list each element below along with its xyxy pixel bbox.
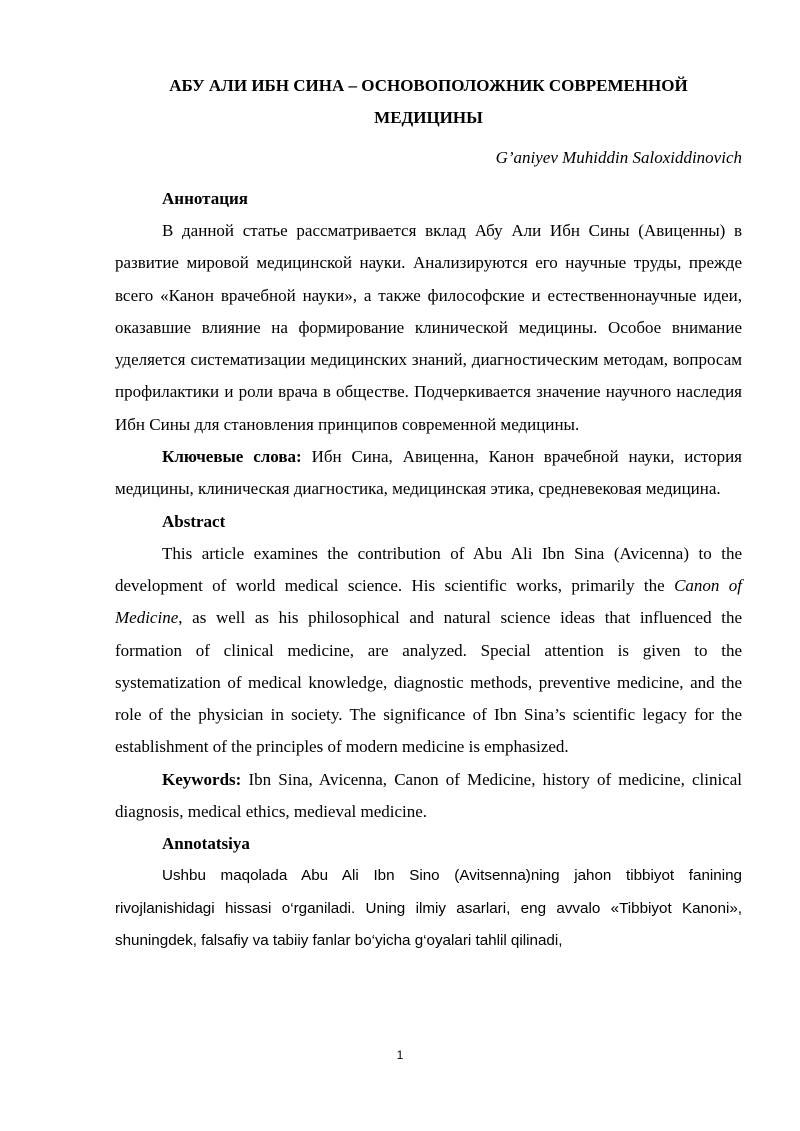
uz-abstract-heading: Annotatsiya: [162, 834, 250, 854]
en-abstract-part2: , as well as his philosophical and natural science ideas that influenced the formation of clinical medicine, are analyzed. Special attention is given to the systematization of medical knowledge, diagnostic methods, preventive medicine, and the role of the physician in society. The significance of Ibn Sina’s scientific legacy for the establishment of the principles of modern medicine is emphasized.: [115, 608, 742, 757]
page-number: 1: [396, 1048, 404, 1062]
ru-abstract-heading: Аннотация: [162, 189, 248, 208]
paper-title: АБУ АЛИ ИБН СИНА – ОСНОВОПОЛОЖНИК СОВРЕМЕННОЙ МЕДИЦИНЫ: [169, 76, 688, 127]
ru-keywords-label: Ключевые слова:: [162, 447, 302, 467]
ru-abstract-text: В данной статье рассматривается вклад Абу Али Ибн Сины (Авиценны) в развитие мировой медицинской науки. Анализируются его научные труды, прежде всего «Канон врачебной науки», а также философские и естественнонаучные идеи, оказавшие влияние на формирование клинической медицины. Особое внимание уделяется систематизации медицинских знаний, диагностическим методам, вопросам профилактики и роли врача в обществе. Подчеркивается значение научного наследия Ибн Сины для становления принципов современной медицины.: [115, 221, 742, 434]
en-abstract-italic-title: Canon of Medicine: [115, 575, 743, 628]
document-page: [115, 70, 742, 957]
uz-abstract-text: Ushbu maqolada Abu Ali Ibn Sino (Avitsenna)ning jahon tibbiyot fanining rivojlanishidagi hissasi o‘rganiladi. Uning ilmiy asarlari, eng avvalo «Tibbiyot Kanoni», shuningdek, falsafiy va tabiiy fanlar bo‘yicha g‘oyalari tahlil qilinadi,: [115, 867, 742, 949]
author-name: G’aniyev Muhiddin Saloxiddinovich: [495, 148, 742, 167]
en-abstract-text: [115, 538, 742, 764]
en-keywords: [115, 764, 742, 829]
en-abstract-part1: This article examines the contribution of Abu Ali Ibn Sina (Avicenna) to the development of world medical science. His scientific works, primarily the: [115, 543, 742, 595]
ru-keywords-list: Ибн Сина, Авиценна, Канон врачебной науки, история медицины, клиническая диагностика, медицинская этика, средневековая медицина.: [115, 447, 743, 499]
en-keywords-label: Keywords:: [162, 769, 242, 789]
en-abstract-heading: Abstract: [162, 511, 226, 531]
ru-keywords: [115, 441, 742, 506]
en-keywords-list: Ibn Sina, Avicenna, Canon of Medicine, history of medicine, clinical diagnosis, medical ethics, medieval medicine.: [115, 769, 742, 822]
